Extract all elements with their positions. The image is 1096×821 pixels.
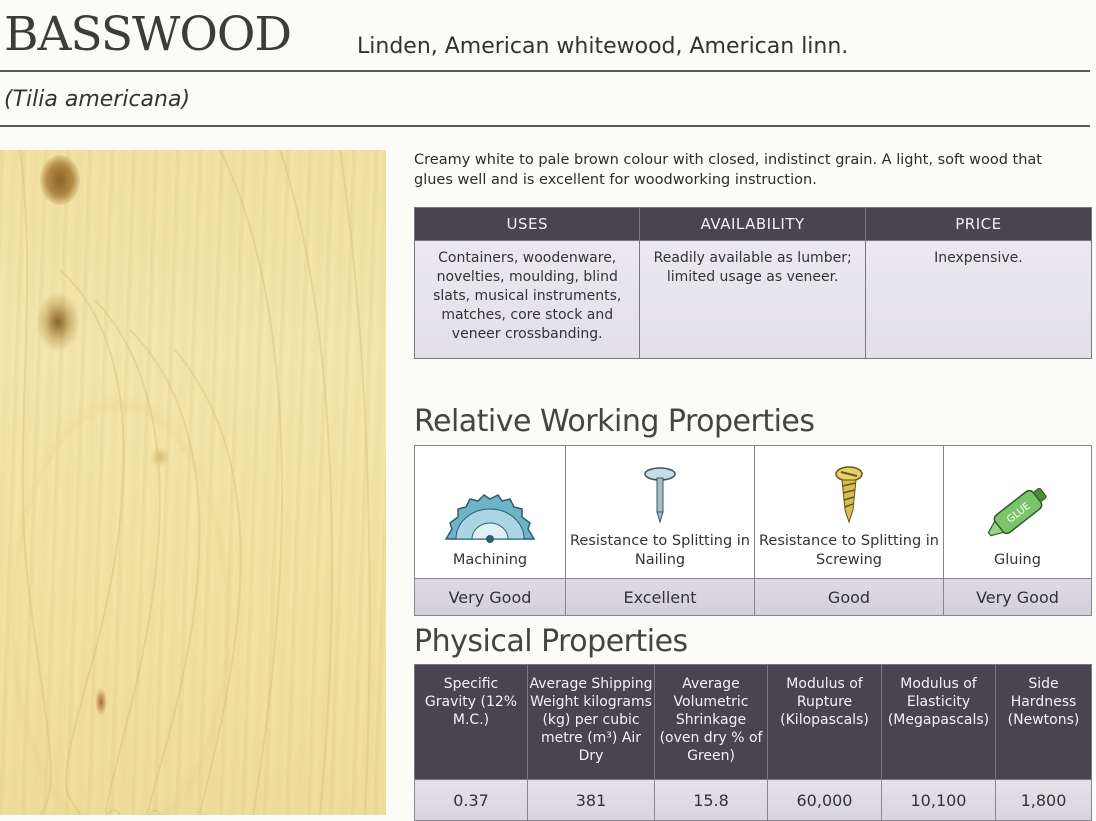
physical-properties-heading: Physical Properties <box>414 624 688 659</box>
gluing-label: Gluing <box>994 552 1041 568</box>
price-value: Inexpensive. <box>865 241 1091 359</box>
nailing-rating: Excellent <box>566 579 755 616</box>
screwing-label: Resistance to Splitting in Screwing <box>759 533 939 568</box>
price-header: PRICE <box>865 208 1091 241</box>
modulus-elasticity-header: Modulus of Elasticity (Megapascals) <box>882 665 996 780</box>
side-hardness-header: Side Hardness (Newtons) <box>996 665 1092 780</box>
svg-text:GLUE: GLUE <box>1004 500 1033 526</box>
shrinkage-header: Average Volumetric Shrinkage (oven dry % of Green) <box>655 665 768 780</box>
working-properties-heading: Relative Working Properties <box>414 404 815 439</box>
nailing-label: Resistance to Splitting in Nailing <box>570 533 750 568</box>
machining-cell <box>415 446 566 579</box>
page-title: BASSWOOD <box>4 7 292 62</box>
info-table <box>414 207 1092 359</box>
shipping-weight-header: Average Shipping Weight kilograms (kg) per cubic metre (m³) Air Dry <box>528 665 655 780</box>
machining-label: Machining <box>452 552 528 568</box>
uses-value: Containers, woodenware, novelties, moulding, blind slats, musical instruments, matches, core stock and veneer crossbanding. <box>415 241 640 359</box>
modulus-elasticity-value: 10,100 <box>882 780 996 821</box>
wood-description: Creamy white to pale brown colour with closed, indistinct grain. A light, soft wood that glues well and is excellent for woodworking instruction. <box>414 152 1042 188</box>
shrinkage-value: 15.8 <box>655 780 768 821</box>
wood-grain <box>0 150 386 815</box>
modulus-rupture-header: Modulus of Rupture (Kilopascals) <box>768 665 882 780</box>
nailing-cell <box>566 446 755 579</box>
modulus-rupture-value: 60,000 <box>768 780 882 821</box>
nail-icon <box>640 466 680 524</box>
machining-rating: Very Good <box>415 579 566 616</box>
glue-bottle-icon <box>976 481 1060 543</box>
divider <box>0 125 1090 127</box>
screwing-rating: Good <box>755 579 944 616</box>
wood-sample-image <box>0 150 386 815</box>
availability-header: AVAILABILITY <box>640 208 865 241</box>
working-properties-table <box>414 445 1092 616</box>
screwing-cell <box>755 446 944 579</box>
divider <box>0 70 1090 72</box>
uses-header: USES <box>415 208 640 241</box>
specific-gravity-value: 0.37 <box>415 780 528 821</box>
gluing-cell <box>944 446 1092 579</box>
common-names: Linden, American whitewood, American linn. <box>357 34 849 59</box>
physical-properties-table <box>414 664 1092 821</box>
gluing-rating: Very Good <box>944 579 1092 616</box>
side-hardness-value: 1,800 <box>996 780 1092 821</box>
screw-icon <box>829 466 869 524</box>
latin-name: (Tilia americana) <box>4 87 191 112</box>
saw-blade-icon <box>442 489 538 543</box>
availability-value: Readily available as lumber; limited usage as veneer. <box>640 241 865 359</box>
shipping-weight-value: 381 <box>528 780 655 821</box>
specific-gravity-header: Specific Gravity (12% M.C.) <box>415 665 528 780</box>
